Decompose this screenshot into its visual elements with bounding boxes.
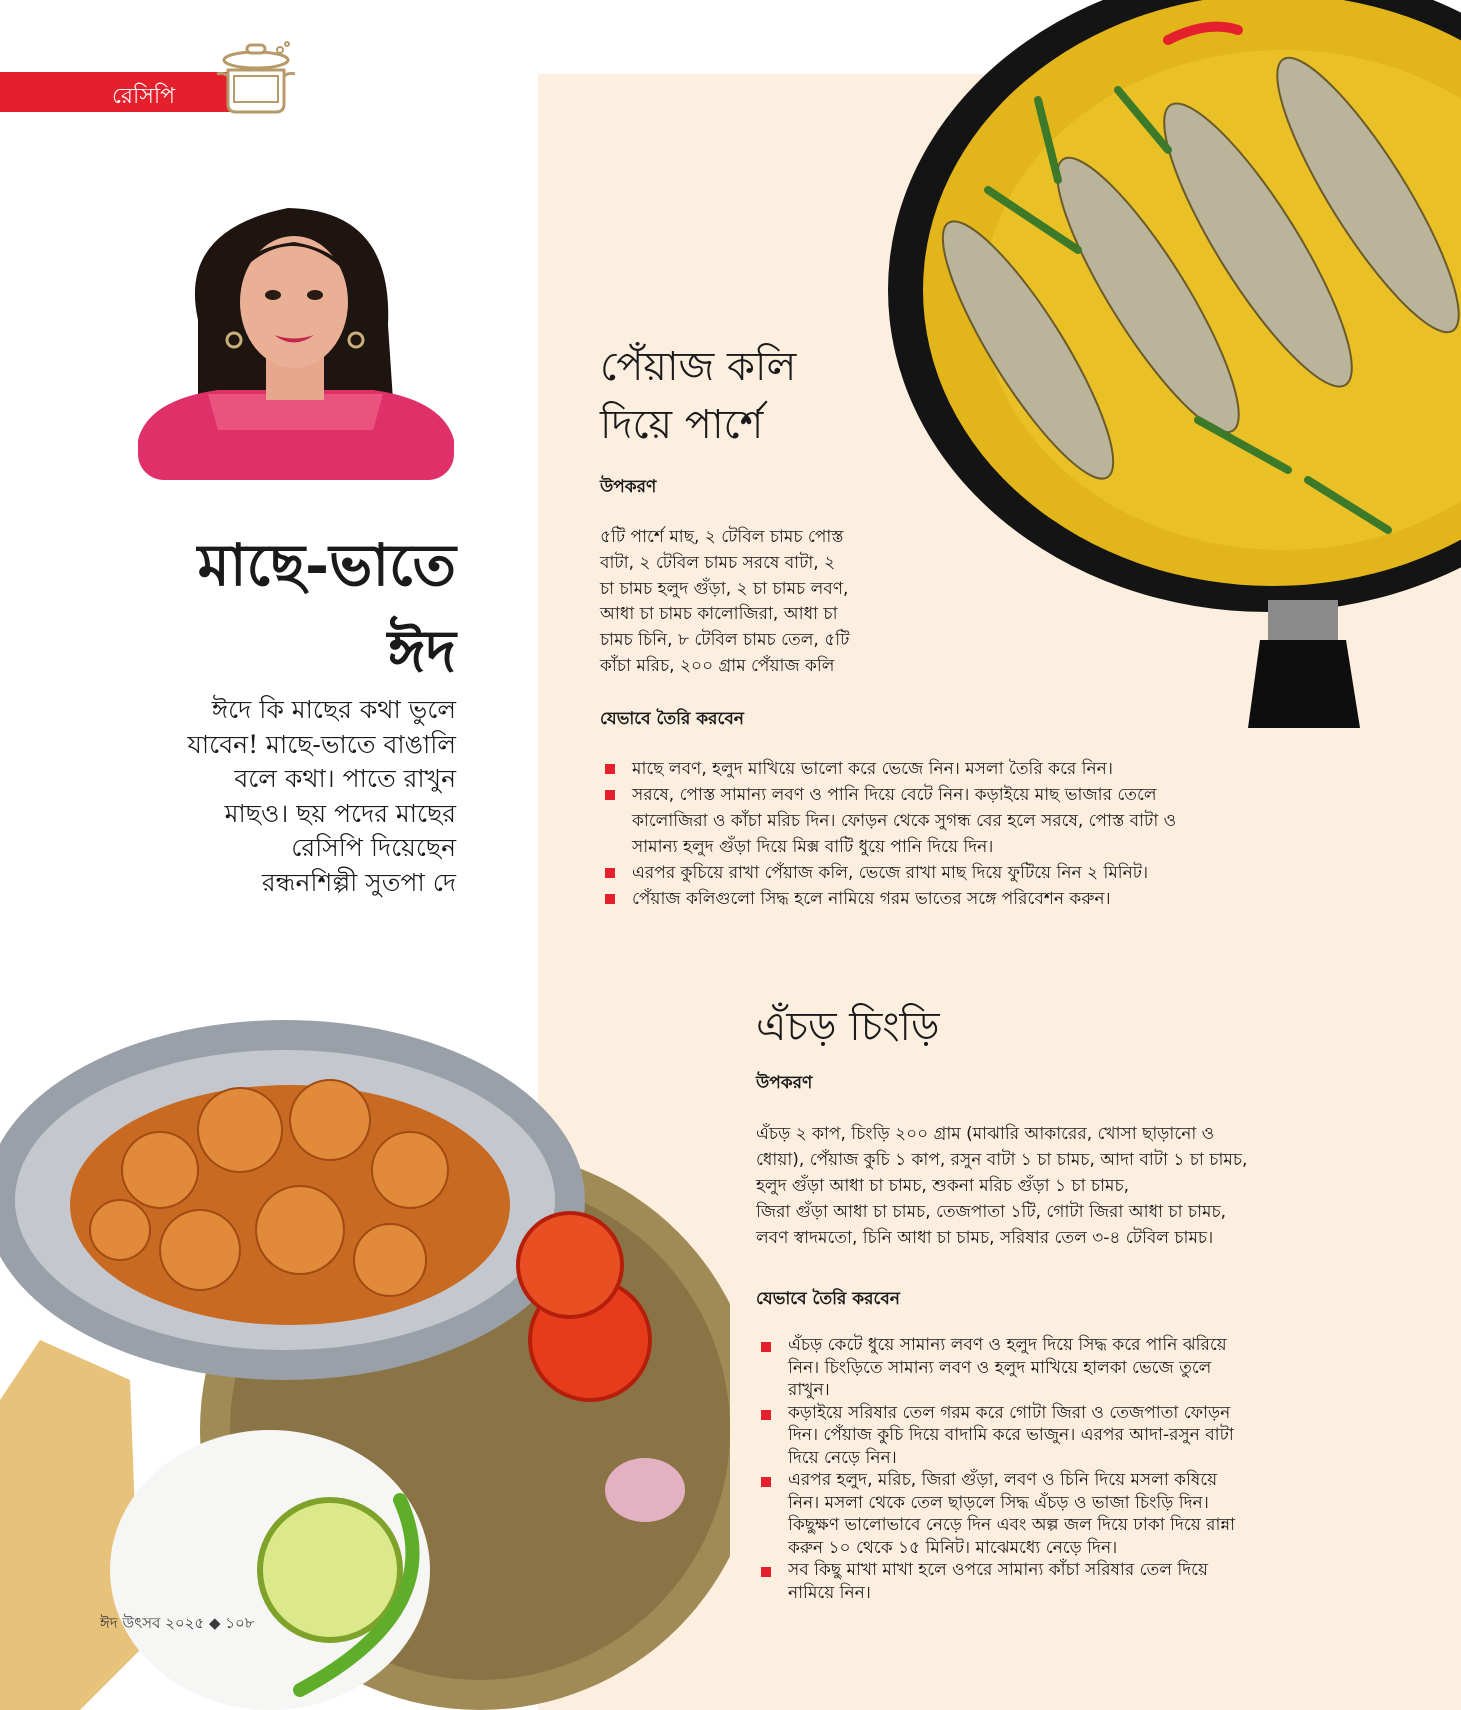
ingredient-line: জিরা গুঁড়া আধা চা চামচ, তেজপাতা ১টি, গোটা জিরা আধা চা চামচ, — [756, 1202, 1227, 1222]
page-footer — [100, 1612, 255, 1637]
bullet-square-icon — [761, 1410, 771, 1420]
article-headline — [36, 522, 456, 694]
step-item — [600, 782, 1290, 860]
footer-page-number: ১০৮ — [225, 1614, 255, 1632]
recipe2-steps — [756, 1334, 1376, 1604]
prawn-jackfruit-dish-photo — [0, 1010, 730, 1710]
intro-line: রেসিপি দিয়েছেন — [291, 833, 456, 862]
step-line: নিন। মসলা থেকে তেল ছাড়লে সিদ্ধ এঁচড় ও ভাজা চিংড়ি দিন। — [788, 1492, 1209, 1513]
ingredient-line: হলুদ গুঁড়া আধা চা চামচ, শুকনা মরিচ গুঁড়া ১ চা চামচ, — [756, 1176, 1130, 1196]
step-line: দিয়ে নেড়ে নিন। — [788, 1447, 897, 1468]
recipe1-method-label: যেভাবে তৈরি করবেন — [600, 709, 744, 729]
intro-line: রন্ধনশিল্পী সুতপা দে — [261, 867, 456, 897]
intro-line: মাছও। ছয় পদের মাছের — [224, 798, 456, 828]
recipe1-ingredients — [600, 525, 849, 680]
step-item — [756, 1559, 1376, 1604]
ingredient-line: ধোয়া), পেঁয়াজ কুচি ১ কাপ, রসুন বাটা ১ চা চামচ, আদা বাটা ১ চা চামচ, — [756, 1150, 1248, 1170]
footer-issue: ঈদ উৎসব ২০২৫ — [100, 1614, 205, 1632]
step-line: সব কিছু মাখা মাখা হলে ওপরে সামান্য কাঁচা সরিষার তেল দিয়ে — [788, 1560, 1208, 1580]
ingredient-line: আধা চা চামচ কালোজিরা, আধা চা — [600, 604, 838, 625]
ingredient-line: এঁচড় ২ কাপ, চিংড়ি ২০০ গ্রাম (মাঝারি আকারের, খোসা ছাড়ানো ও — [756, 1124, 1215, 1144]
intro-line: যাবেন! মাছে-ভাতে বাঙালি — [187, 729, 456, 759]
step-line: কড়াইয়ে সরিষার তেল গরম করে গোটা জিরা ও তেজপাতা ফোড়ন — [788, 1402, 1231, 1423]
recipe2-method-label: যেভাবে তৈরি করবেন — [756, 1289, 900, 1309]
step-line: মাছে লবণ, হলুদ মাখিয়ে ভালো করে ভেজে নিন। মসলা তৈরি করে নিন। — [632, 759, 1113, 779]
step-item — [600, 886, 1290, 912]
step-line: করুন ১০ থেকে ১৫ মিনিট। মাঝেমধ্যে নেড়ে দিন। — [788, 1537, 1118, 1558]
step-line: কিছুক্ষণ ভালোভাবে নেড়ে দিন এবং অল্প জল দিয়ে ঢাকা দিয়ে রান্না — [788, 1515, 1236, 1535]
bullet-square-icon — [605, 764, 615, 774]
recipe1-ingredients-label: উপকরণ — [600, 477, 657, 497]
step-line: দিন। পেঁয়াজ কুচি দিয়ে বাদামি করে ভাজুন। এরপর আদা-রসুন বাটা — [788, 1425, 1234, 1445]
recipe2-title: এঁচড় চিংড়ি — [756, 1004, 940, 1050]
intro-line: বলে কথা। পাতে রাখুন — [234, 764, 456, 793]
section-tag-label: রেসিপি — [112, 84, 176, 109]
recipe1-title-line: পেঁয়াজ কলি — [600, 344, 797, 390]
ingredient-line: কাঁচা মরিচ, ২০০ গ্রাম পেঁয়াজ কলি — [600, 655, 835, 676]
step-line: সরষে, পোস্ত সামান্য লবণ ও পানি দিয়ে বেটে নিন। কড়াইয়ে মাছ ভাজার তেলে — [632, 785, 1157, 805]
parshe-fish-dish-photo — [868, 0, 1461, 728]
step-item — [756, 1402, 1376, 1470]
recipe1-title — [600, 338, 870, 454]
step-item — [756, 1469, 1376, 1559]
ingredient-line: ৫টি পার্শে মাছ, ২ টেবিল চামচ পোস্ত — [600, 527, 844, 547]
headline-line-1: মাছে-ভাতে — [197, 531, 456, 599]
recipe2-ingredients — [756, 1121, 1247, 1251]
step-item — [600, 756, 1290, 782]
ingredient-line: লবণ স্বাদমতো, চিনি আধা চা চামচ, সরিষার তেল ৩-৪ টেবিল চামচ। — [756, 1228, 1214, 1248]
headline-line-2: ঈদ — [387, 617, 456, 685]
recipe2-ingredients-label: উপকরণ — [756, 1073, 813, 1093]
step-line: নামিয়ে নিন। — [788, 1582, 871, 1603]
article-intro — [86, 693, 456, 900]
bullet-square-icon — [605, 868, 615, 878]
step-line: সামান্য হলুদ গুঁড়া দিয়ে মিক্স বাটি ধুয়ে পানি দিয়ে দিন। — [632, 837, 994, 857]
ingredient-line: চামচ চিনি, ৮ টেবিল চামচ তেল, ৫টি — [600, 630, 850, 651]
step-line: নিন। চিংড়িতে সামান্য লবণ ও হলুদ মাখিয়ে হালকা ভেজে তুলে — [788, 1357, 1212, 1378]
step-line: পেঁয়াজ কলিগুলো সিদ্ধ হলে নামিয়ে গরম ভাতের সঙ্গে পরিবেশন করুন। — [632, 889, 1111, 909]
ingredient-line: চা চামচ হলুদ গুঁড়া, ২ চা চামচ লবণ, — [600, 578, 849, 599]
step-line: এঁচড় কেটে ধুয়ে সামান্য লবণ ও হলুদ দিয়ে সিদ্ধ করে পানি ঝরিয়ে — [788, 1335, 1227, 1355]
recipe1-steps — [600, 756, 1290, 912]
ingredient-line: বাটা, ২ টেবিল চামচ সরষে বাটা, ২ — [600, 552, 836, 573]
step-line: এরপর হলুদ, মরিচ, জিরা গুঁড়া, লবণ ও চিনি দিয়ে মসলা কষিয়ে — [788, 1470, 1218, 1490]
step-line: কালোজিরা ও কাঁচা মরিচ দিন। ফোড়ন থেকে সুগন্ধ বের হলে সরষে, পোস্ত বাটা ও — [632, 811, 1177, 831]
cooking-pot-icon — [214, 38, 300, 116]
bullet-square-icon — [605, 790, 615, 800]
bullet-square-icon — [761, 1567, 771, 1577]
step-item — [600, 860, 1290, 886]
recipe1-title-line: দিয়ে পার্শে — [600, 402, 764, 448]
step-line: এরপর কুচিয়ে রাখা পেঁয়াজ কলি, ভেজে রাখা মাছ দিয়ে ফুটিয়ে নিন ২ মিনিট। — [632, 863, 1149, 883]
bullet-square-icon — [605, 894, 615, 904]
bullet-square-icon — [761, 1477, 771, 1487]
footer-diamond-icon: ◆ — [208, 1614, 226, 1632]
bullet-square-icon — [761, 1342, 771, 1352]
intro-line: ঈদে কি মাছের কথা ভুলে — [211, 695, 456, 724]
chef-portrait — [138, 190, 454, 480]
step-line: রাখুন। — [788, 1380, 830, 1400]
step-item — [756, 1334, 1376, 1402]
